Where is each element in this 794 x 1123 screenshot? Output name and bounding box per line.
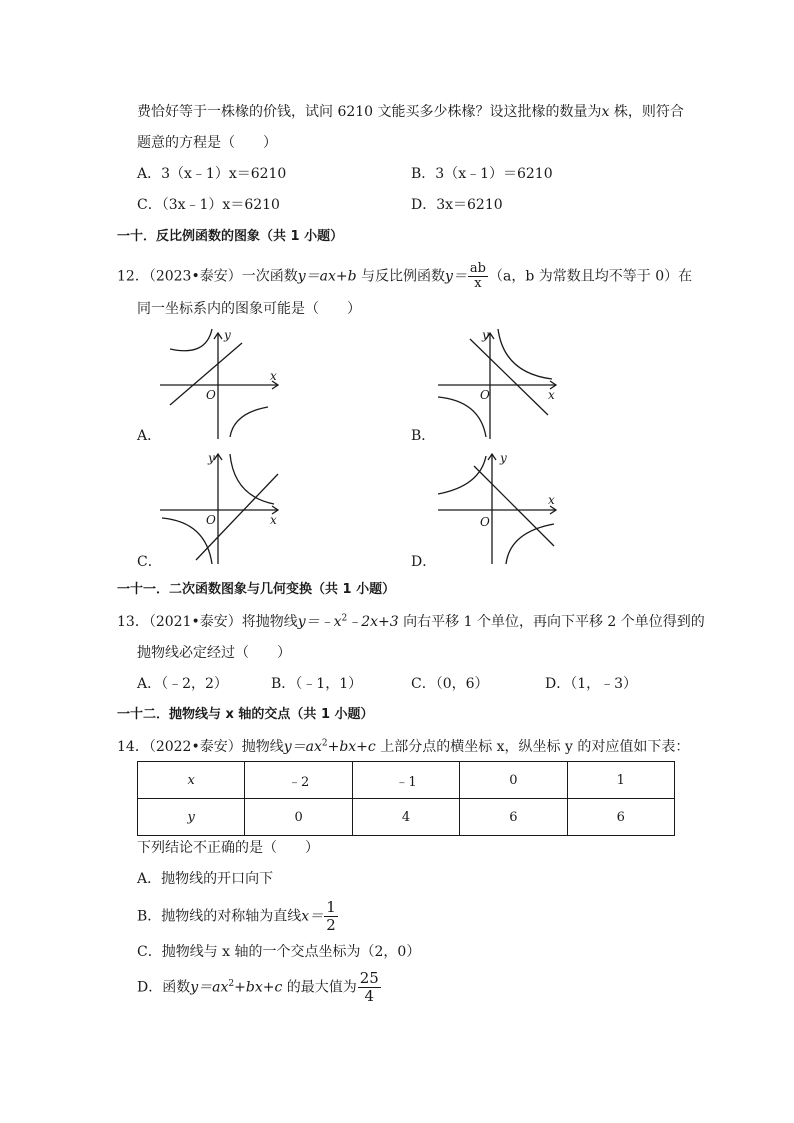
q12-eq2: y＝ [445,268,467,285]
q13-option-a: A．（﹣2，2） [137,676,228,692]
q11-line1 [137,102,684,122]
q12-line2: 同一坐标系内的图象可能是（ ） [137,301,361,317]
q14-option-d [137,970,382,1005]
table-row [138,762,675,799]
q13-eq-sup: 2 [341,613,348,624]
table-cell: 4 [352,799,459,836]
origin-label: O [480,388,490,402]
q14-option-d-eq-tail: +bx+c [234,979,283,996]
q12-fraction [468,262,488,291]
q14-option-d-eq: y＝ax [190,979,229,996]
q13-line1 [117,612,705,632]
q13-tail: 向右平移 1 个单位，再向下平移 2 个单位得到的 [398,614,705,630]
origin-label: O [480,515,490,529]
q12-option-d-label: D． [411,554,437,570]
q12-mid: 与反比例函数 [356,268,445,285]
q13-eq: y＝﹣x [297,614,342,630]
x-axis-label: x [270,513,277,527]
q14-option-b-eq: x＝ [301,908,324,925]
hyperbola-branch [170,329,212,351]
table-cell: y [138,799,245,836]
y-axis-label: y [500,451,507,465]
table-cell: ﹣2 [245,762,352,799]
section-heading-quadratic-transform: 一十一．二次函数图象与几何变换（共 1 小题） [117,582,396,597]
hyperbola-branch [230,407,268,437]
q12-graph-d [430,448,570,566]
y-axis-label: y [208,451,215,465]
section-heading-inverse-function: 一十．反比例函数的图象（共 1 小题） [117,229,344,244]
frac-den: 2 [326,916,336,934]
table-row [138,799,675,836]
hyperbola-branch [438,456,486,494]
q13-prefix: 13．（2021•泰安）将抛物线 [117,614,298,630]
q14-eq-sup: 2 [321,738,328,749]
q12-graph-b [430,325,570,443]
hyperbola-branch [438,397,486,437]
q13-option-c: C．（0，6） [411,676,489,692]
origin-label: O [206,388,216,402]
q12-frac-num: ab [469,261,486,276]
q14-option-b [137,899,339,934]
q11-var: x [601,104,610,120]
linear-function-line [474,466,554,546]
q13-eq-tail: ﹣2x+3 [347,614,399,630]
q11-line1-tail: 株，则符合 [609,104,684,120]
q14-line1 [117,737,689,757]
q14-option-d-fraction [358,970,381,1005]
frac-num: 1 [326,898,336,916]
section-heading-parabola-intersection: 一十二．抛物线与 x 轴的交点（共 1 小题） [117,707,374,722]
q11-line2: 题意的方程是（ ） [137,135,277,151]
q14-option-a: A．抛物线的开口向下 [137,871,274,887]
hyperbola-branch [498,329,552,379]
x-axis-label: x [270,369,277,383]
q12-eq1: y＝ax+b [297,268,357,285]
hyperbola-branch [230,454,274,504]
table-cell: 0 [245,799,352,836]
frac-den: 4 [364,987,375,1005]
q12-prefix: 12．（2023•泰安）一次函数 [117,268,298,285]
q12-line1 [117,262,692,291]
y-axis-label: y [482,328,489,342]
hyperbola-branch [162,518,212,564]
table-cell: 1 [567,762,674,799]
linear-function-line [470,339,548,415]
q13-option-d: D．（1，﹣3） [545,676,638,692]
q11-option-a: A．3（x﹣1）x＝6210 [137,166,287,182]
q14-option-d-prefix: D．函数 [137,979,191,996]
q12-graph-a [150,325,290,443]
q11-option-d: D．3x＝6210 [411,197,503,213]
origin-label: O [206,513,216,527]
table-cell: 0 [460,762,567,799]
q14-option-b-prefix: B．抛物线的对称轴为直线 [137,908,302,925]
q12-option-c-label: C． [137,554,162,570]
q11-option-b: B．3（x﹣1）＝6210 [411,166,553,182]
q12-graph-c [150,448,290,566]
q14-eq-tail: +bx+c [327,739,376,755]
q14-eq: y＝ax [283,739,322,755]
table-cell: 6 [567,799,674,836]
q13-option-b: B．（﹣1，1） [271,676,363,692]
q12-tail: （a，b 为常数且均不等于 0）在 [489,268,693,285]
q12-option-b-label: B． [411,428,436,444]
q12-frac-den: x [474,276,482,291]
q14-option-d-mid: 的最大值为 [282,979,357,996]
q12-option-a-label: A． [137,428,162,444]
q14-stem: 下列结论不正确的是（ ） [137,840,319,856]
q14-option-d-sup: 2 [228,978,235,989]
x-axis-label: x [548,493,555,507]
hyperbola-branch [506,524,554,564]
q13-line2: 抛物线必定经过（ ） [137,645,291,661]
q14-tail: 上部分点的横坐标 x，纵坐标 y 的对应值如下表： [375,739,690,755]
q14-option-c: C．抛物线与 x 轴的一个交点坐标为（2，0） [137,944,421,960]
table-cell: ﹣1 [352,762,459,799]
q14-option-b-fraction [324,899,338,934]
y-axis-label: y [224,328,231,342]
q14-prefix: 14．（2022•泰安）抛物线 [117,739,284,755]
x-axis-label: x [548,388,555,402]
table-cell: 6 [460,799,567,836]
frac-num: 25 [359,969,379,987]
q11-line1-text: 费恰好等于一株椽的价钱，试问 6210 文能买多少株椽？设这批椽的数量为 [137,104,602,120]
q11-option-c: C．（3x﹣1）x＝6210 [137,197,280,213]
table-cell: x [138,762,245,799]
q14-value-table [137,761,675,836]
